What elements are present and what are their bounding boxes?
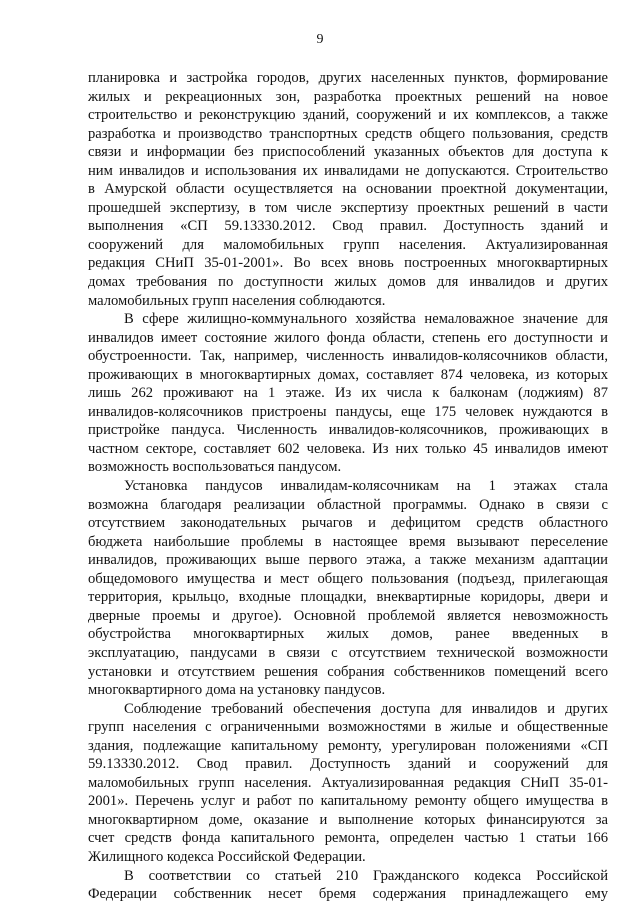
paragraph: [88, 867, 608, 904]
text-line: разработка и производство транспортных средств общего пользования, средств: [88, 125, 608, 142]
text-line: домах требования по доступности жилых домов для инвалидов и других: [88, 274, 608, 291]
text-line: сооружений для маломобильных групп населения. Актуализированная: [88, 236, 608, 253]
text-line: обустроенности. Так, например, численность инвалидов-колясочников области,: [88, 348, 608, 365]
text-line: В сфере жилищно-коммунального хозяйства немаловажное значение для: [124, 311, 608, 328]
text-line: В соответствии со статьей 210 Гражданского кодекса Российской: [124, 867, 608, 884]
text-line: Федерации собственник несет бремя содержания принадлежащего ему: [88, 886, 608, 903]
text-line: жилых и рекреационных зон, разработка проектных решений на новое: [88, 88, 608, 105]
text-line: прошедшей экспертизу, в том числе экспертизу проектных решений в части: [88, 199, 608, 216]
text-line: территория, крыльцо, входные площадки, внеквартирные коридоры, двери и: [88, 589, 608, 606]
text-line: отсутствием законодательных рычагов и дефицитом средств областного: [88, 515, 608, 532]
text-line: инвалидов имеет состояние жилого фонда области, степень его доступности и: [88, 329, 608, 346]
text-line: инвалидов-колясочников пристроены пандусы, еще 175 человек нуждаются в: [88, 403, 608, 420]
text-line: строительство и реконструкцию зданий, сооружений и их комплексов, а также: [88, 107, 608, 124]
text-line: 2001». Перечень услуг и работ по капитальному ремонту общего имущества в: [88, 793, 608, 810]
paragraph: [88, 700, 608, 867]
text-line: бюджета наибольшие проблемы в настоящее время вызывают переселение: [88, 533, 608, 550]
text-line: здания, подлежащие капитальному ремонту, урегулирован положениями «СП: [88, 737, 608, 754]
text-line: редакция СНиП 35-01-2001». Во всех вновь построенных многоквартирных: [88, 255, 608, 272]
text-line: счет средств фонда капитального ремонта, определен частью 1 статьи 166: [88, 830, 608, 847]
text-line: 59.13330.2012. Свод правил. Доступность зданий и сооружений для: [88, 756, 608, 773]
text-line: многоквартирном доме, оказание и выполнение которых финансируются за: [88, 811, 608, 828]
paragraph: [88, 477, 608, 700]
text-line: связи и информации без приспособлений указанных объектов для доступа к: [88, 144, 608, 161]
text-line: выполнения «СП 59.13330.2012. Свод правил. Доступность зданий и: [88, 218, 608, 235]
text-line: планировка и застройка городов, других населенных пунктов, формирование: [88, 70, 608, 86]
text-line: возможность воспользоваться пандусом.: [88, 459, 342, 476]
text-line: маломобильных групп населения соблюдаются.: [88, 292, 386, 309]
text-line: частном секторе, составляет 602 человека. Из них только 45 инвалидов имеют: [88, 440, 608, 457]
text-line: обустройства многоквартирных жилых домов, ранее введенных в: [88, 626, 608, 643]
text-line: маломобильных групп населения. Актуализированная редакция СНиП 35-01-: [88, 774, 608, 791]
text-line: Соблюдение требований обеспечения доступа для инвалидов и других: [124, 700, 608, 717]
page-number: 9: [316, 32, 324, 47]
text-line: ним инвалидов и использования их инвалидами не допускаются. Строительство: [88, 162, 608, 179]
text-line: установки и отсутствием решения собрания собственников помещений всего: [88, 663, 608, 680]
text-line: дверные проемы и другое). Основной проблемой является невозможность: [88, 607, 608, 624]
text-line: многоквартирного дома на установку пандусов.: [88, 682, 386, 699]
text-line: общедомового имущества и мест общего пользования (подъезд, прилегающая: [88, 570, 608, 587]
paragraph: [88, 69, 608, 310]
text-line: возможна благодаря реализации областной программы. Однако в связи с: [88, 496, 608, 513]
text-line: Жилищного кодекса Российской Федерации.: [88, 848, 366, 865]
text-line: Установка пандусов инвалидам-колясочникам на 1 этажах стала: [124, 478, 608, 495]
text-line: инвалидов, проживающих выше первого этажа, а также механизм адаптации: [88, 552, 608, 569]
text-line: эксплуатацию, пандусами в связи с отсутствием технической возможности: [88, 644, 608, 661]
text-line: в Амурской области осуществляется на основании проектной документации,: [88, 181, 608, 198]
text-line: групп населения с ограниченными возможностями в жилые и общественные: [88, 719, 608, 736]
text-line: проживающих в многоквартирных домах, составляет 874 человека, из которых: [88, 366, 608, 383]
document-body-text: [88, 69, 608, 904]
paragraph: [88, 310, 608, 477]
text-line: лишь 262 проживают на 1 этаже. Из их числа к балконам (лоджиям) 87: [88, 385, 608, 402]
text-line: пристройке пандуса. Численность инвалидов-колясочников, проживающих в: [88, 422, 608, 439]
